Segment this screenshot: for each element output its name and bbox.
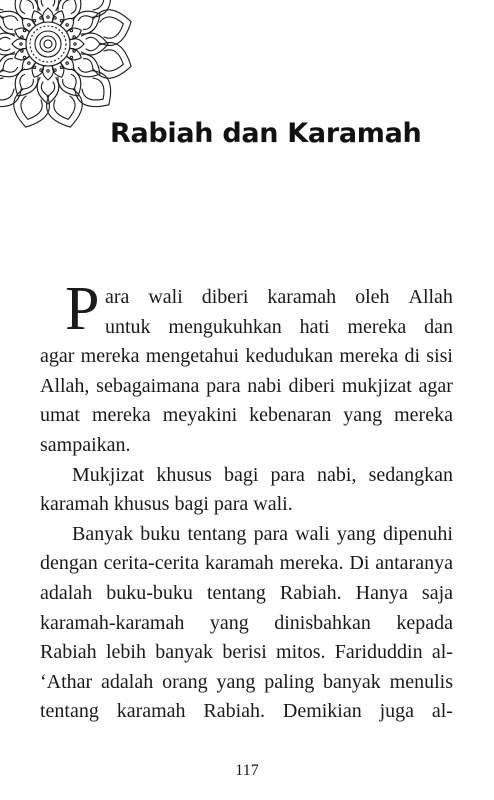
word: karamah	[267, 286, 337, 308]
word: para	[253, 522, 288, 545]
word: nabi,	[317, 463, 357, 486]
word: mereka	[91, 404, 151, 427]
text-line	[40, 638, 453, 668]
word: dipenuhi	[382, 522, 453, 545]
word: sedangkan	[368, 463, 453, 486]
text-line	[40, 490, 453, 520]
word: Rabiah	[40, 641, 97, 664]
text-line	[40, 697, 453, 727]
word: dengan	[40, 552, 98, 575]
word: wali	[295, 522, 330, 545]
word: tentang	[187, 522, 247, 545]
word: buku	[140, 522, 181, 545]
word: Banyak	[72, 522, 134, 545]
word: agar	[418, 374, 453, 397]
mandala-ornament-icon	[0, 0, 138, 134]
word: tentang	[40, 700, 99, 723]
word: Hanya	[355, 581, 408, 604]
word: mereka	[339, 345, 399, 368]
word: cerita-cerita	[103, 552, 200, 575]
word: wali	[148, 286, 183, 308]
word: al-	[431, 641, 453, 664]
word: Di	[349, 552, 370, 575]
word: kebenaran	[249, 404, 332, 427]
word: lebih	[105, 641, 146, 664]
word: sisi	[426, 345, 453, 368]
text-line	[40, 520, 453, 550]
word: diberi	[201, 286, 249, 308]
text-line	[40, 579, 453, 609]
word: adalah	[40, 581, 93, 604]
word: para	[213, 493, 249, 516]
word: al-	[431, 700, 453, 723]
word: kedudukan	[245, 345, 334, 368]
body-text	[40, 283, 453, 727]
word: Rabiah.	[279, 581, 342, 604]
word: yang	[209, 611, 249, 634]
text-line	[40, 283, 453, 313]
word: Fariduddin	[334, 641, 423, 664]
page-number: 117	[235, 762, 259, 779]
text-line	[40, 342, 453, 372]
text-line	[40, 401, 453, 431]
word: yang	[216, 670, 256, 693]
word: ara	[105, 286, 130, 308]
word: mengetahui	[145, 345, 240, 368]
word: karamah	[116, 700, 186, 723]
word: mukjizat	[341, 374, 412, 397]
word: ‘Athar	[40, 670, 93, 693]
word: sampaikan.	[40, 433, 131, 456]
text-line	[40, 431, 453, 461]
word: mereka	[347, 315, 407, 338]
word: Rabiah.	[203, 700, 266, 723]
word: paling	[264, 670, 315, 693]
word: Demikian	[282, 700, 362, 723]
word: mengukuhkan	[168, 315, 282, 338]
word: berisi	[222, 641, 267, 664]
word: dinisbahkan	[274, 611, 371, 634]
word: di	[404, 345, 421, 368]
word: karamah	[40, 493, 109, 516]
word: diberi	[288, 374, 336, 397]
word: antaranya	[375, 552, 453, 575]
word: yang	[343, 404, 383, 427]
word: yang	[336, 522, 376, 545]
text-line	[40, 549, 453, 579]
word: umat	[40, 404, 80, 427]
word: nabi	[247, 374, 282, 397]
word: karamah-karamah	[40, 611, 185, 634]
word: meyakini	[162, 404, 238, 427]
word: saja	[421, 581, 453, 604]
chapter-title: Rabiah dan Karamah	[110, 118, 422, 149]
word: sebagaimana	[96, 374, 200, 397]
word: mereka	[394, 404, 453, 427]
word: untuk	[105, 315, 151, 338]
word: adalah	[101, 670, 154, 693]
text-line	[40, 609, 453, 639]
word: mereka	[80, 345, 140, 368]
word: bagi	[174, 493, 209, 516]
word: khusus	[113, 493, 170, 516]
word: tentang	[206, 581, 266, 604]
word: Allah	[408, 286, 453, 308]
word: mereka.	[279, 552, 344, 575]
drop-cap: P	[65, 275, 100, 343]
word: wali.	[253, 493, 293, 516]
word: karamah	[204, 552, 274, 575]
word: banyak	[155, 641, 214, 664]
text-line	[40, 668, 453, 698]
word: oleh	[355, 286, 390, 308]
word: mitos.	[276, 641, 326, 664]
word: banyak	[323, 670, 381, 693]
word: para	[270, 463, 305, 486]
word: orang	[162, 670, 208, 693]
word: kepada	[396, 611, 453, 634]
word: agar	[40, 345, 75, 368]
word: bagi	[223, 463, 259, 486]
word: hati	[299, 315, 330, 338]
text-line	[40, 313, 453, 343]
word: para	[206, 374, 241, 397]
word: juga	[379, 700, 415, 723]
word: menulis	[389, 670, 453, 693]
word: Allah,	[40, 374, 90, 397]
word: khusus	[156, 463, 212, 486]
word: dan	[424, 315, 453, 338]
text-line	[40, 372, 453, 402]
word: Mukjizat	[72, 463, 145, 486]
text-line	[40, 461, 453, 491]
word: buku-buku	[106, 581, 193, 604]
